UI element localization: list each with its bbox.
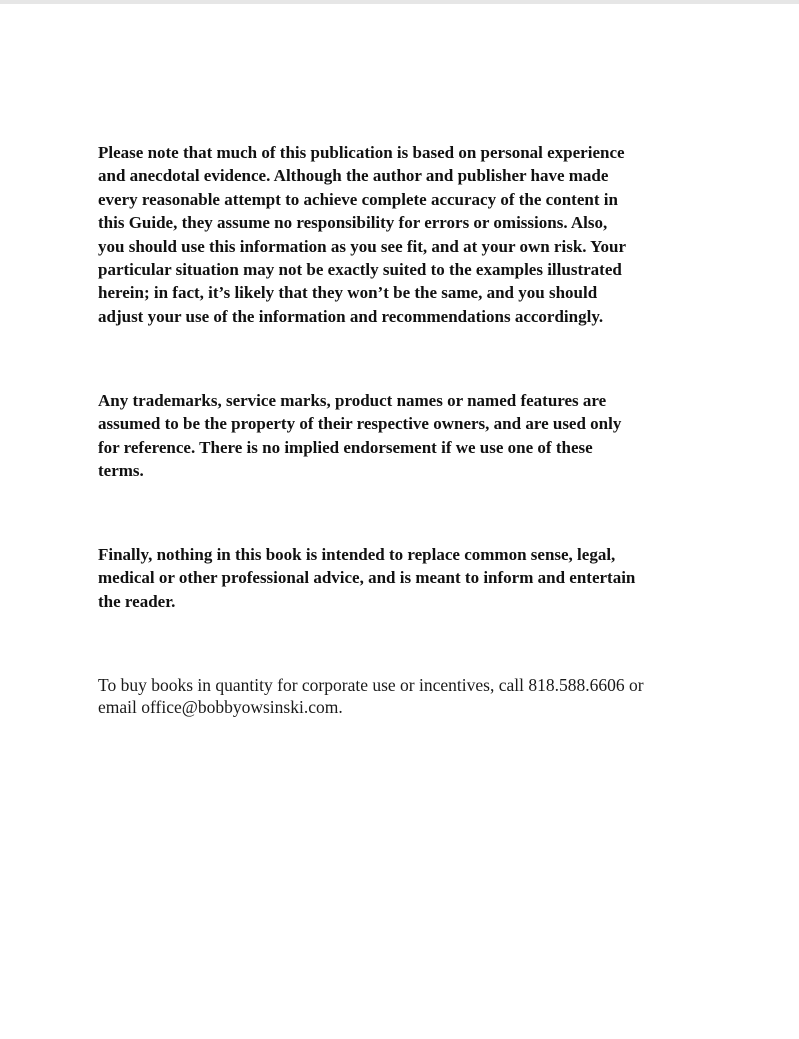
bulk-order-paragraph: To buy books in quantity for corporate use or incentives, call 818.588.6606 or email office@bobbyowsinski.com. <box>98 675 644 717</box>
trademark-paragraph: Any trademarks, service marks, product names or named features are assumed to be the property of their respective owners, and are used only for reference. There is no implied endorsement if we use one of these terms. <box>98 391 622 481</box>
document-page <box>0 4 799 1039</box>
advice-paragraph: Finally, nothing in this book is intended to replace common sense, legal, medical or other professional advice, and is meant to inform and entertain the reader. <box>98 545 636 611</box>
disclaimer-paragraph: Please note that much of this publication is based on personal experience and anecdotal evidence. Although the author and publisher have made every reasonable attempt to achieve complete accuracy of the content in this Guide, they assume no responsibility for errors or omissions. Also, you should use this information as you see fit, and at your own risk. Your particular situation may not be exactly suited to the examples illustrated herein; in fact, it’s likely that they won’t be the same, and you should adjust your use of the information and recommendations accordingly. <box>98 143 627 326</box>
